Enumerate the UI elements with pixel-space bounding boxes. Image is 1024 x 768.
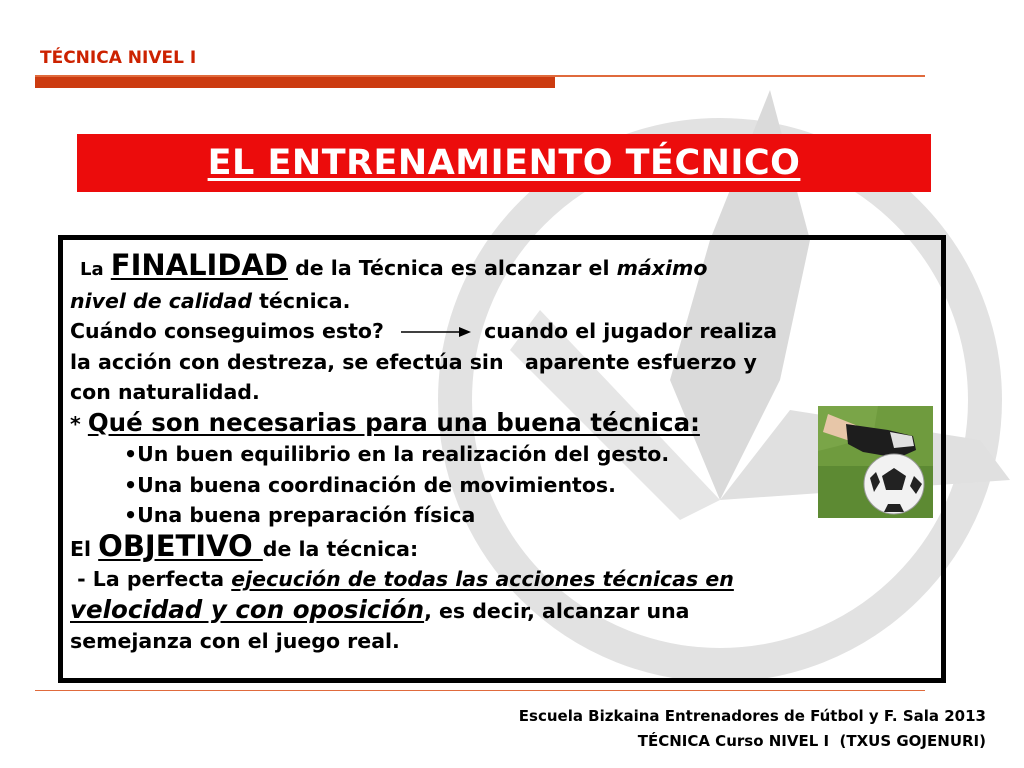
calidad-line <box>70 286 930 317</box>
footer-course: TÉCNICA Curso NIVEL I (TXUS GOJENURI) <box>637 732 986 750</box>
keyword-objetivo: OBJETIVO <box>98 528 263 563</box>
text-question: Cuándo conseguimos esto? <box>70 319 384 343</box>
text-answer: cuando el jugador realiza <box>484 319 778 343</box>
question-line <box>70 316 930 347</box>
semejanza-line: semejanza con el juego real. <box>70 629 400 653</box>
text-velocidad: velocidad y con oposición <box>70 594 425 624</box>
title-banner <box>77 134 931 192</box>
destreza-line: la acción con destreza, se efectúa sin aparente esfuerzo y <box>70 349 757 374</box>
ejecucion-line <box>70 564 930 595</box>
text-maximo: máximo <box>616 256 708 280</box>
list-item: •Un buen equilibrio en la realización del gesto. <box>124 442 670 466</box>
arrow-right-icon <box>401 325 471 339</box>
keyword-finalidad: FINALIDAD <box>110 248 288 282</box>
list-item: •Una buena preparación física <box>124 503 476 527</box>
footer-rule <box>35 690 925 691</box>
text-finalidad-rest: de la Técnica es alcanzar el <box>287 256 617 280</box>
header-accent-bar <box>35 77 555 88</box>
text-perfecta: - La perfecta <box>70 567 232 591</box>
text-tecnica: técnica. <box>252 288 351 313</box>
naturalidad-line: con naturalidad. <box>70 380 260 404</box>
text-el: El <box>70 536 99 561</box>
soccer-ball-image <box>818 406 933 518</box>
velocidad-line <box>70 595 930 627</box>
header-title: TÉCNICA NIVEL I <box>40 48 197 68</box>
footer-school: Escuela Bizkaina Entrenadores de Fútbol y F. Sala 2013 <box>518 707 986 725</box>
list-item: •Una buena coordinación de movimientos. <box>124 472 616 497</box>
page-title: EL ENTRENAMIENTO TÉCNICO <box>207 143 801 183</box>
text-necesarias: Qué son necesarias para una buena técnica: <box>87 407 700 437</box>
text-nivel-calidad: nivel de calidad <box>70 288 252 313</box>
text-es-decir: , es decir, alcanzar una <box>424 598 690 623</box>
necesarias-line <box>70 408 930 440</box>
text-la: La <box>80 259 104 280</box>
text-ejecucion: ejecución de todas las acciones técnicas en <box>231 567 734 591</box>
finalidad-line <box>70 250 930 286</box>
content-text <box>70 250 930 657</box>
objetivo-line <box>70 528 930 565</box>
text-star: * <box>70 411 88 436</box>
text-objetivo-rest: de la técnica: <box>262 536 419 561</box>
